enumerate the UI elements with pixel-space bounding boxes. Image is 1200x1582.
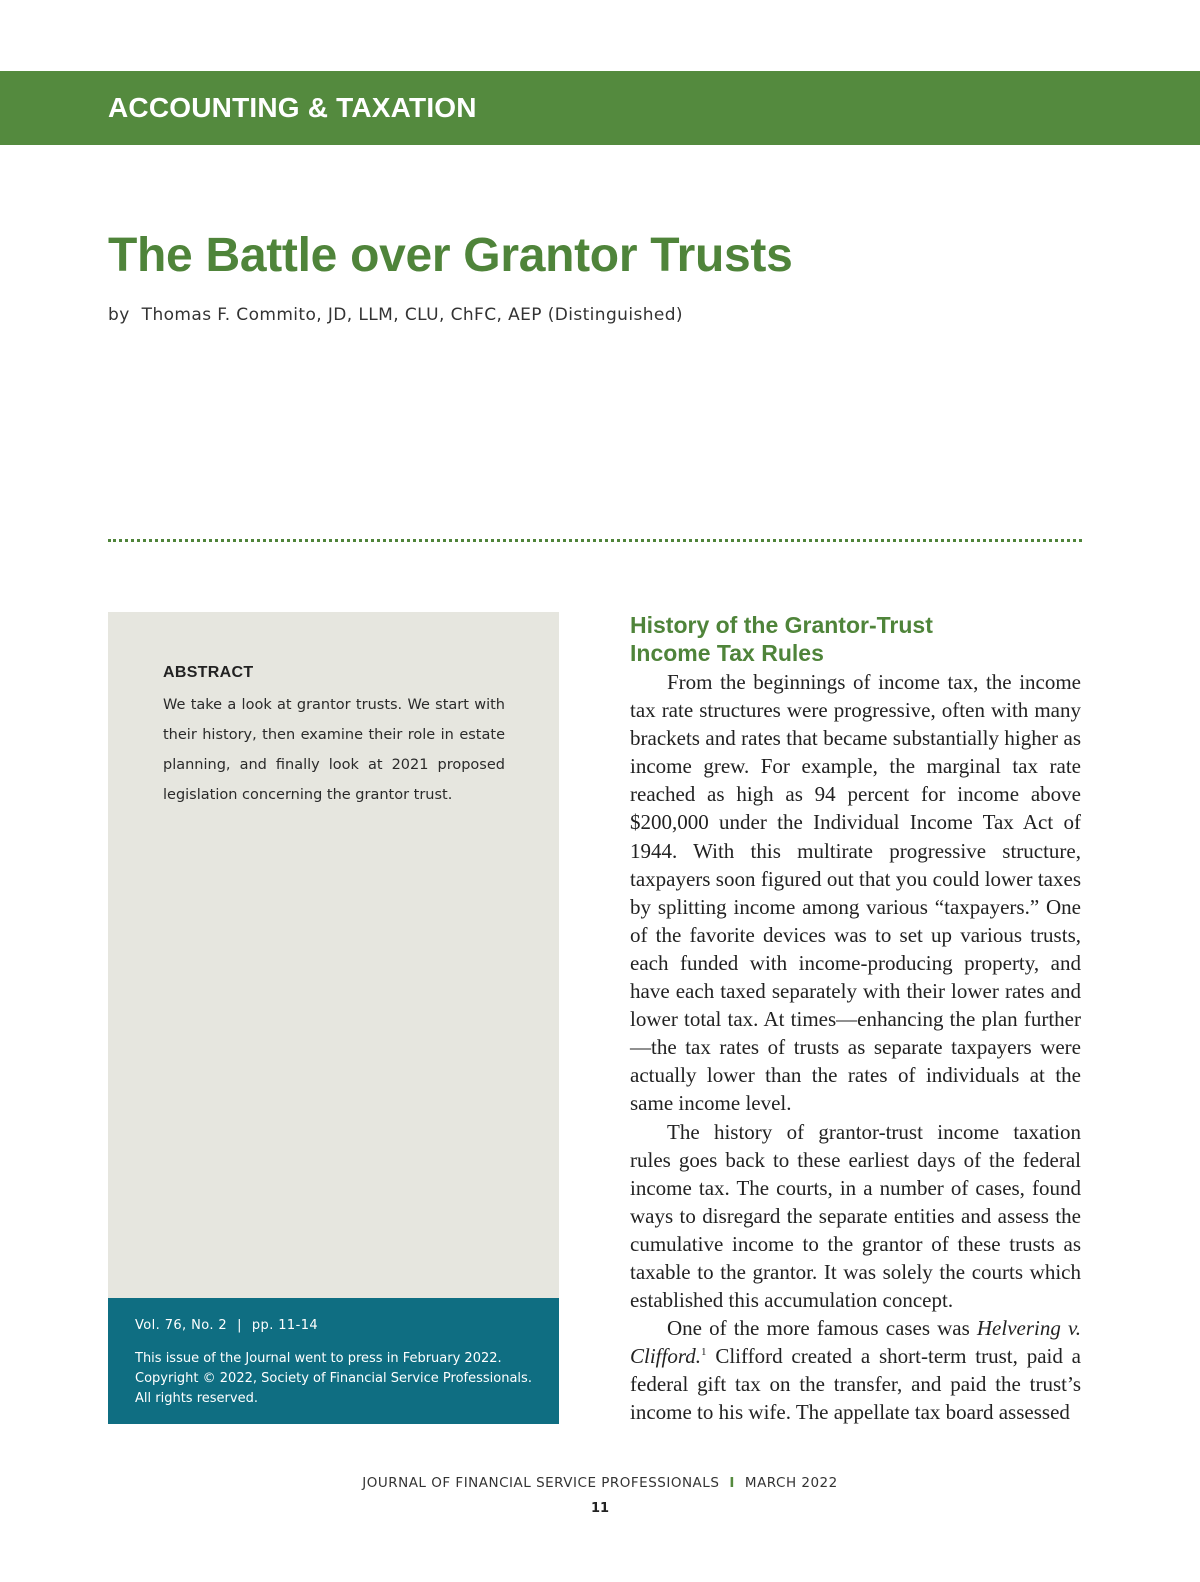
case-citation: Helvering v. Clifford.: [630, 1316, 1081, 1369]
article-body: [630, 668, 1081, 1427]
volume-line: [135, 1318, 318, 1333]
body-paragraph-2: The history of grantor-trust income taxation rules goes back to these earliest days of the federal income tax. The courts, in a number of cases, found ways to disregard the separate entities and assess the cumulative income to the grantor of these trusts as taxable to the grantor. It was solely the courts which established this accumulation concept.: [630, 1119, 1081, 1313]
paragraph-3-intro: One of the more famous cases was: [667, 1316, 977, 1341]
volume-number: Vol. 76, No. 2: [135, 1318, 228, 1333]
page-footer: [0, 1475, 1200, 1491]
dotted-divider: [108, 539, 1082, 542]
section-label: ACCOUNTING & TAXATION: [108, 92, 477, 123]
footnote-marker: 1: [701, 1346, 707, 1359]
author-name: Thomas F. Commito, JD, LLM, CLU, ChFC, AEP (Distinguished): [141, 305, 683, 325]
volume-separator: |: [237, 1318, 242, 1333]
press-date-notice: This issue of the Journal went to press in February 2022.: [135, 1351, 502, 1366]
issue-date: MARCH 2022: [744, 1475, 838, 1491]
page-number: 11: [590, 1501, 610, 1516]
section-heading-line2: Income Tax Rules: [630, 640, 824, 666]
body-paragraph-1: From the beginnings of income tax, the income tax rate structures were progressive, often with many brackets and rates that became substantially higher as income grew. For example, the marginal tax rate reached as high as 94 percent for income above $200,000 under the Individual Income Tax Act of 1944. With this multirate progressive structure, taxpayers soon figured out that you could lower taxes by splitting income among various “taxpayers.” One of the favorite devices was to set up various trusts, each funded with income-producing property, and have each taxed separately with their lower rates and lower total tax. At times—enhancing the plan further—the tax rates of trusts as separate taxpayers were actually lower than the rates of individuals at the same income level.: [630, 670, 1081, 1116]
article-title: The Battle over Grantor Trusts: [108, 229, 793, 282]
copyright-notice: [135, 1349, 545, 1409]
page-range: pp. 11-14: [251, 1318, 319, 1333]
byline-prefix: by: [108, 305, 130, 325]
paragraph-3-continuation: Clifford created a short-term trust, paid a federal gift tax on the transfer, and paid the trust’s income to his wife. The appellate tax board assessed: [630, 1344, 1081, 1425]
journal-name: JOURNAL OF FINANCIAL SERVICE PROFESSIONALS: [362, 1475, 720, 1491]
rights-line: All rights reserved.: [135, 1391, 258, 1406]
copyright-line: Copyright © 2022, Society of Financial Service Professionals.: [135, 1371, 532, 1386]
abstract-text: We take a look at grantor trusts. We start with their history, then examine their role in estate planning, and finally look at 2021 proposed legislation concerning the grantor trust.: [163, 697, 505, 803]
section-heading: [630, 611, 1082, 667]
byline: [108, 305, 683, 325]
body-paragraph-3: [630, 1314, 1081, 1426]
abstract-heading: ABSTRACT: [163, 664, 254, 681]
footer-separator: I: [729, 1475, 735, 1491]
section-heading-line1: History of the Grantor-Trust: [630, 612, 933, 638]
